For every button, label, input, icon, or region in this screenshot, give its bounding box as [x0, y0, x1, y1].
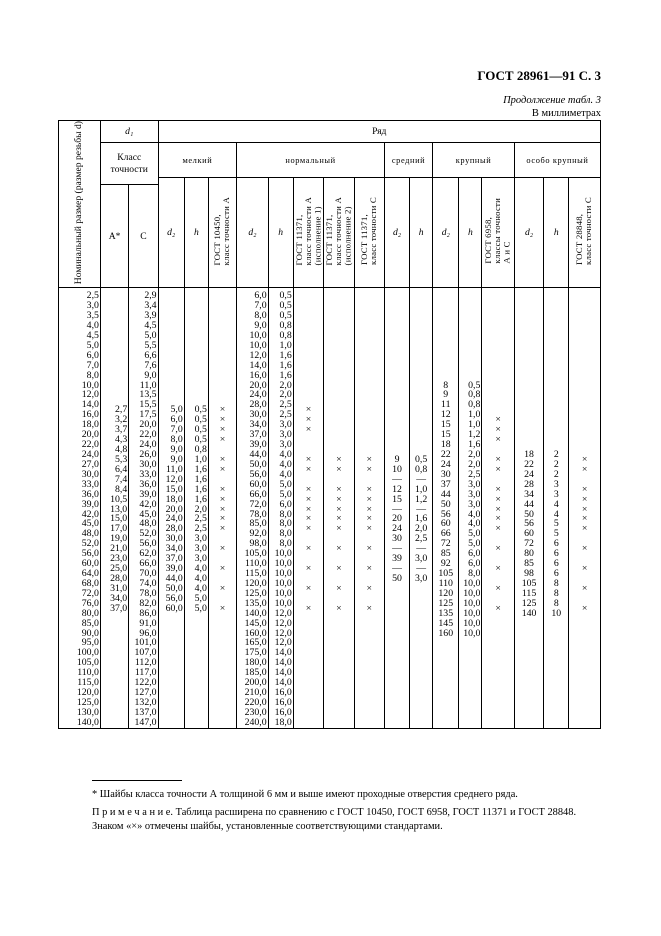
- medium-h-column: 0,5 0,8 — 1,0 1,2 — 1,6 2,0 2,5 — 3,0 — 3,0: [410, 288, 433, 729]
- normal-h-column: 0,5 0,5 0,5 0,8 0,8 1,0 1,6 1,6 1,6 2,0 2,0 2,5 2,5 3,0 3,0 3,0 4,0 4,0 4,0 5,0 5,0 6,0 8,0 8,0 8,0 8,0 10,0 10,0 10,0 10,0 10,0 10,0 12,0 12,0 12,0 12,0 14,0 14,0 14,0 14,0 16,0 16,0 16,0 18,0: [268, 288, 293, 729]
- small-d2-column: 5,0 6,0 7,0 8,0 9,0 9,0 11,0 12,0 15,0 18,0 20,0 24,0 28,0 30,0 34,0 37,0 39,0 44,0 50,0 56,0 60,0: [158, 288, 184, 729]
- xl-h-header: h: [544, 178, 569, 288]
- normal-d2-column: 6,0 7,0 8,0 9,0 10,0 10,0 12,0 14,0 16,0 20,0 24,0 28,0 30,0 34,0 37,0 39,0 44,0 50,0 56,0 60,0 66,0 72,0 78,0 85,0 92,0 98,0 105,0 110,0 115,0 120,0 125,0 135,0 140,0 145,0 160,0 165,0 175,0 180,0 185,0 200,0 210,0 220,0 230,0 240,0: [237, 288, 268, 729]
- xl-h-column: 2 2 2 3 3 4 4 5 5 6 6 6 6 8 8 8 10: [544, 288, 569, 729]
- small-h-column: 0,5 0,5 0,5 0,5 0,8 1,0 1,6 1,6 1,6 1,6 2,0 2,5 2,5 3,0 3,0 3,0 4,0 4,0 4,0 5,0 5,0: [184, 288, 208, 729]
- gost-6958-column: × × × × × × × × × × × × × ×: [482, 288, 514, 729]
- gost-28848-header: ГОСТ 28848, класс точности С: [569, 178, 601, 288]
- small-series-header: мелкий: [158, 143, 237, 178]
- normal-series-header: нормальный: [237, 143, 385, 178]
- document-reference: ГОСТ 28961—91 С. 3: [477, 68, 601, 83]
- small-h-header: h: [184, 178, 208, 288]
- large-h-header: h: [459, 178, 482, 288]
- medium-h-header: h: [410, 178, 433, 288]
- gost-11371-a-1-column: × × × × × × × × × × × × × ×: [293, 288, 323, 729]
- large-h-column: 0,5 0,8 0,8 1,0 1,0 1,2 1,6 2,0 2,0 2,5 3,0 3,0 3,0 4,0 4,0 5,0 5,0 6,0 6,0 8,0 10,0 10,0 10,0 10,0 10,0 10,0: [459, 288, 482, 729]
- washer-dimensions-table: [58, 120, 601, 729]
- gost-6958-header: ГОСТ 6958, классы точности А и С: [482, 178, 514, 288]
- nominal-size-column: 2,5 3,0 3,5 4,0 4,5 5,0 6,0 7,0 8,0 10,0 12,0 14,0 16,0 18,0 20,0 22,0 24,0 27,0 30,0 33,0 36,0 39,0 42,0 45,0 48,0 52,0 56,0 60,0 64,0 68,0 72,0 76,0 80,0 85,0 90,0 95,0 100,0 105,0 110,0 115,0 120,0 125,0 130,0 140,0: [59, 288, 101, 729]
- extra-large-series-header: особо крупный: [514, 143, 600, 178]
- d1-class-a-column: 2,7 3,2 3,7 4,3 4,8 5,3 6,4 7,4 8,4 10,5 13,0 15,0 17,0 19,0 21,0 23,0 25,0 28,0 31,0 34,0 37,0: [100, 288, 128, 729]
- xl-d2-column: 18 22 24 28 34 44 50 56 60 72 80 85 98 105 115 125 140: [514, 288, 543, 729]
- row-header: Ряд: [158, 121, 600, 143]
- class-a-star-header: A*: [100, 185, 128, 288]
- gost-11371-a-1-header: ГОСТ 11371, класс точности А (исполнение 1): [293, 178, 323, 288]
- gost-11371-c-column: × × × × × × × × × × ×: [354, 288, 384, 729]
- large-d2-column: 8 9 11 12 15 15 18 22 24 30 37 44 50 56 60 66 72 85 92 105 110 120 125 135 145 160: [433, 288, 459, 729]
- d1-class-c-column: 2,9 3,4 3,9 4,5 5,0 5,5 6,6 7,6 9,0 11,0 13,5 15,5 17,5 20,0 22,0 24,0 26,0 30,0 33,0 36,0 39,0 42,0 45,0 48,0 52,0 56,0 62,0 66,0 70,0 74,0 78,0 82,0 86,0 91,0 96,0 101,0 107,0 112,0 117,0 122,0 127,0 132,0 137,0 147,0: [129, 288, 158, 729]
- gost-11371-a-2-header: ГОСТ 11371, класс точности А (исполнение 2): [324, 178, 354, 288]
- footnote-divider: [92, 780, 182, 781]
- normal-d2-header: d₂: [237, 178, 268, 288]
- accuracy-class-header: Класс точности: [100, 143, 158, 185]
- gost-28848-column: × × × × × × × × × × ×: [569, 288, 601, 729]
- d1-header: d₁: [100, 121, 158, 143]
- large-d2-header: d₂: [433, 178, 459, 288]
- footnote-marks: Знаком «×» отмечены шайбы, установленные соответствующими стандартами.: [92, 821, 443, 832]
- gost-11371-a-2-column: × × × × × × × × × × ×: [324, 288, 354, 729]
- units-label: В миллиметрах: [531, 108, 601, 119]
- medium-series-header: средний: [384, 143, 432, 178]
- note-text: Таблица расширена по сравнению с ГОСТ 10450, ГОСТ 6958, ГОСТ 11371 и ГОСТ 28848.: [175, 807, 577, 818]
- gost-10450-header: ГОСТ 10450, класс точности А: [208, 178, 236, 288]
- medium-d2-header: d₂: [384, 178, 409, 288]
- nominal-size-header: Номинальный размер (размер резьбы d): [59, 121, 101, 288]
- xl-d2-header: d₂: [514, 178, 543, 288]
- table-continuation: Продолжение табл. 3: [503, 95, 601, 106]
- gost-11371-c-header: ГОСТ 11371, класс точности С: [354, 178, 384, 288]
- normal-h-header: h: [268, 178, 293, 288]
- large-series-header: крупный: [433, 143, 515, 178]
- footnote-star: * Шайбы класса точности А толщиной 6 мм и выше имеют проходные отверстия среднего ряда.: [92, 789, 518, 800]
- note-label: П р и м е ч а н и е.: [92, 807, 173, 818]
- small-d2-header: d₂: [158, 178, 184, 288]
- footnote-note: [92, 806, 602, 820]
- class-c-header: C: [129, 185, 158, 288]
- gost-10450-column: × × × × × × × × × × × × × × ×: [208, 288, 236, 729]
- medium-d2-column: 9 10 — 12 15 — 20 24 30 — 39 — 50: [384, 288, 409, 729]
